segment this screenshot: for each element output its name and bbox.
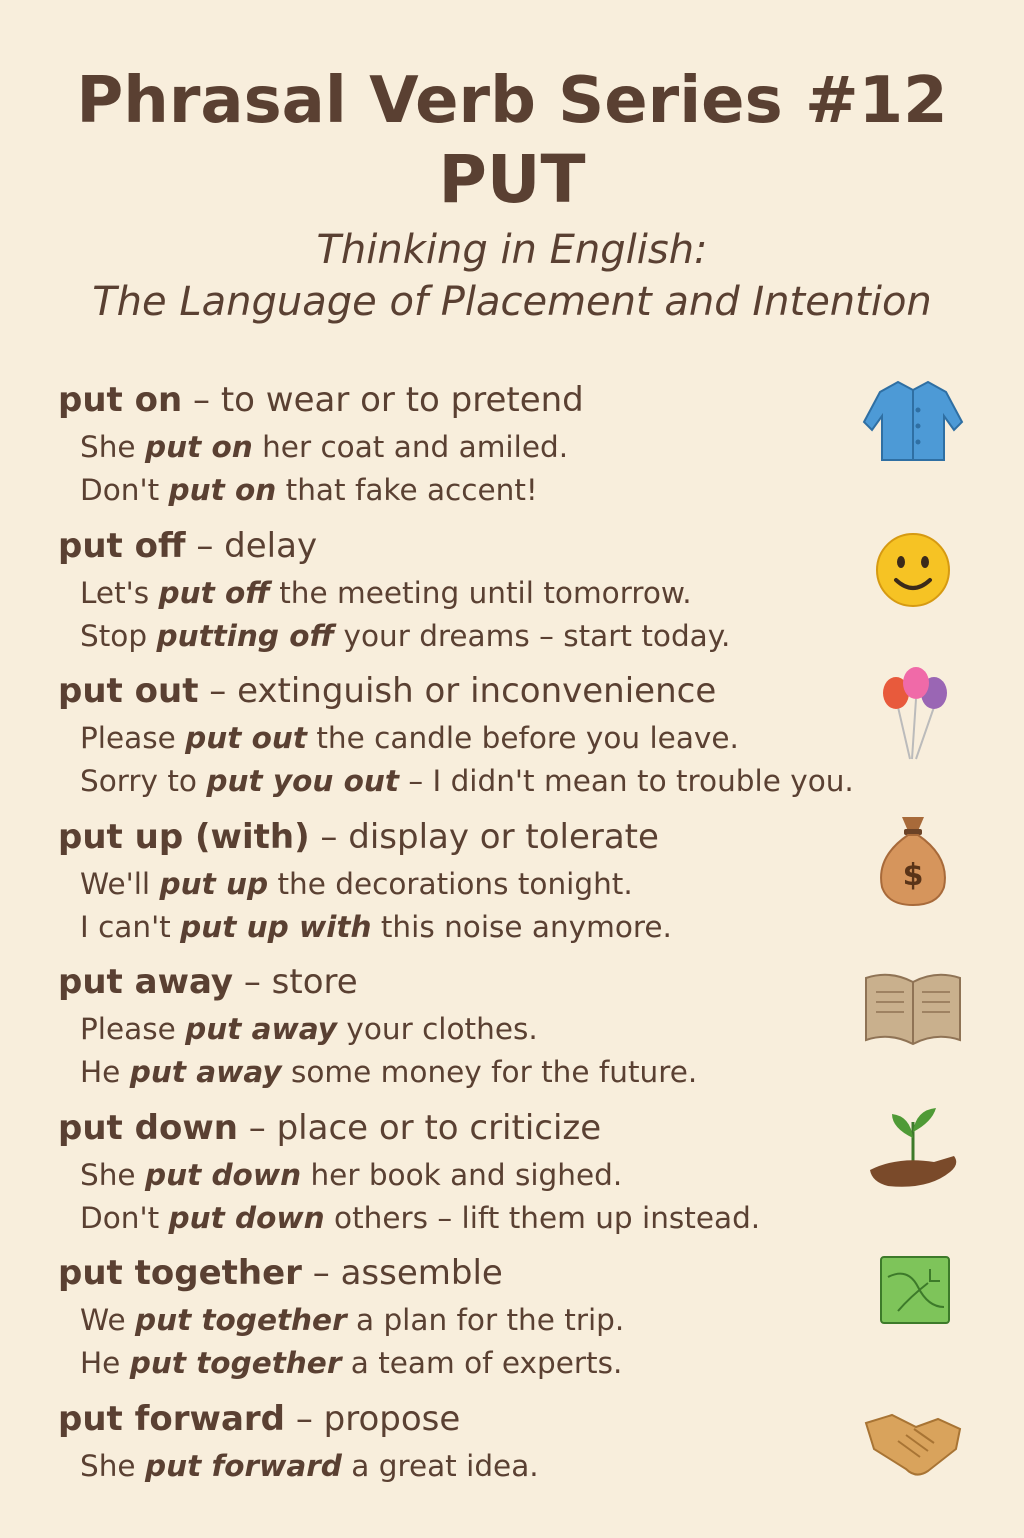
dash-separator: – bbox=[238, 1108, 277, 1148]
example-verb: put on bbox=[169, 473, 277, 507]
example-sentence bbox=[58, 1008, 958, 1051]
phrasal-verb-entry bbox=[58, 520, 958, 666]
example-text: a team of experts. bbox=[341, 1346, 622, 1380]
dash-separator: – bbox=[302, 1253, 341, 1293]
money-bag-icon bbox=[858, 811, 968, 911]
entry-heading bbox=[58, 665, 958, 717]
example-text: Let's bbox=[80, 576, 159, 610]
example-sentence bbox=[58, 863, 958, 906]
example-verb: put on bbox=[145, 430, 253, 464]
example-verb: put up bbox=[159, 867, 268, 901]
balloons-icon bbox=[858, 665, 968, 765]
example-text: the candle before you leave. bbox=[307, 721, 739, 755]
example-text: She bbox=[80, 430, 145, 464]
svg-text:$: $ bbox=[903, 858, 924, 893]
example-sentence bbox=[58, 1051, 958, 1094]
dash-separator: – bbox=[233, 962, 272, 1002]
coat-icon bbox=[858, 374, 968, 474]
phrasal-verb-entry bbox=[58, 956, 958, 1102]
entry-heading bbox=[58, 811, 958, 863]
phrasal-verb: put out bbox=[58, 671, 198, 711]
verb-meaning: assemble bbox=[341, 1253, 503, 1293]
example-text: Please bbox=[80, 1012, 185, 1046]
example-text: the decorations tonight. bbox=[268, 867, 633, 901]
example-text: a plan for the trip. bbox=[347, 1303, 625, 1337]
example-text: She bbox=[80, 1449, 145, 1483]
example-verb: put away bbox=[130, 1055, 282, 1089]
example-sentence bbox=[58, 1154, 958, 1197]
smiley-face-icon bbox=[858, 520, 968, 620]
example-text: He bbox=[80, 1346, 130, 1380]
dash-separator: – bbox=[198, 671, 237, 711]
phrasal-verb-entry bbox=[58, 665, 958, 811]
main-verb-heading: PUT bbox=[0, 144, 1024, 216]
sprout-in-hand-icon bbox=[858, 1102, 968, 1202]
verb-meaning: place or to criticize bbox=[277, 1108, 602, 1148]
verb-meaning: extinguish or inconvenience bbox=[237, 671, 716, 711]
example-verb: put together bbox=[130, 1346, 342, 1380]
entry-heading bbox=[58, 1393, 958, 1445]
example-text: She bbox=[80, 1158, 145, 1192]
example-sentence bbox=[58, 906, 958, 949]
verb-meaning: display or tolerate bbox=[348, 817, 659, 857]
subtitle-line-2: The Language of Placement and Intention bbox=[0, 276, 1024, 328]
example-sentence bbox=[58, 1445, 958, 1488]
subtitle-line-1: Thinking in English: bbox=[0, 224, 1024, 276]
example-text: Don't bbox=[80, 1201, 169, 1235]
example-sentence bbox=[58, 1299, 958, 1342]
example-text: Sorry to bbox=[80, 764, 206, 798]
verb-meaning: delay bbox=[224, 526, 317, 566]
phrasal-verb-entry bbox=[58, 1247, 958, 1393]
map-icon bbox=[858, 1247, 968, 1347]
example-sentence bbox=[58, 469, 958, 512]
example-sentence bbox=[58, 426, 958, 469]
example-verb: put down bbox=[169, 1201, 325, 1235]
example-sentence bbox=[58, 615, 958, 658]
example-text: a great idea. bbox=[342, 1449, 539, 1483]
entry-heading bbox=[58, 374, 958, 426]
entry-heading bbox=[58, 956, 958, 1008]
phrasal-verb: put off bbox=[58, 526, 186, 566]
example-text: others – lift them up instead. bbox=[325, 1201, 761, 1235]
example-verb: put up with bbox=[180, 910, 371, 944]
page-header bbox=[0, 58, 1024, 328]
phrasal-verb: put together bbox=[58, 1253, 302, 1293]
example-verb: put down bbox=[145, 1158, 301, 1192]
example-text: this noise anymore. bbox=[371, 910, 671, 944]
phrasal-verb-list bbox=[58, 374, 958, 1538]
example-verb: putting off bbox=[156, 619, 334, 653]
verb-meaning: propose bbox=[324, 1399, 461, 1439]
example-sentence bbox=[58, 1342, 958, 1385]
example-text: We'll bbox=[80, 867, 159, 901]
example-verb: put out bbox=[185, 721, 307, 755]
example-sentence bbox=[58, 717, 958, 760]
dash-separator: – bbox=[186, 526, 225, 566]
example-sentence bbox=[58, 1197, 958, 1240]
verb-meaning: to wear or to pretend bbox=[221, 380, 584, 420]
example-text: her book and sighed. bbox=[301, 1158, 622, 1192]
phrasal-verb: put up (with) bbox=[58, 817, 310, 857]
example-verb: put together bbox=[135, 1303, 347, 1337]
dash-separator: – bbox=[310, 817, 349, 857]
open-book-icon bbox=[858, 956, 968, 1056]
example-text: We bbox=[80, 1303, 135, 1337]
example-verb: put away bbox=[185, 1012, 337, 1046]
example-text: your clothes. bbox=[337, 1012, 538, 1046]
phrasal-verb: put forward bbox=[58, 1399, 285, 1439]
example-text: He bbox=[80, 1055, 130, 1089]
example-sentence bbox=[58, 760, 958, 803]
example-text: Don't bbox=[80, 473, 169, 507]
phrasal-verb: put down bbox=[58, 1108, 238, 1148]
phrasal-verb-entry bbox=[58, 374, 958, 520]
example-verb: put you out bbox=[206, 764, 399, 798]
subtitle bbox=[0, 224, 1024, 328]
phrasal-verb-entry bbox=[58, 1393, 958, 1538]
handshake-icon bbox=[858, 1393, 968, 1493]
entry-heading bbox=[58, 520, 958, 572]
example-text: Stop bbox=[80, 619, 156, 653]
phrasal-verb: put away bbox=[58, 962, 233, 1002]
verb-meaning: store bbox=[272, 962, 358, 1002]
example-text: – I didn't mean to trouble you. bbox=[399, 764, 854, 798]
dash-separator: – bbox=[285, 1399, 324, 1439]
page-title: Phrasal Verb Series #12 bbox=[0, 58, 1024, 144]
entry-heading bbox=[58, 1102, 958, 1154]
example-text: the meeting until tomorrow. bbox=[270, 576, 692, 610]
example-sentence bbox=[58, 572, 958, 615]
dash-separator: – bbox=[182, 380, 221, 420]
phrasal-verb-entry bbox=[58, 1102, 958, 1248]
example-text: that fake accent! bbox=[276, 473, 537, 507]
example-text: your dreams – start today. bbox=[334, 619, 730, 653]
example-verb: put forward bbox=[145, 1449, 342, 1483]
phrasal-verb: put on bbox=[58, 380, 182, 420]
example-text: Please bbox=[80, 721, 185, 755]
example-verb: put off bbox=[159, 576, 270, 610]
example-text: some money for the future. bbox=[282, 1055, 698, 1089]
phrasal-verb-entry bbox=[58, 811, 958, 957]
entry-heading bbox=[58, 1247, 958, 1299]
example-text: her coat and amiled. bbox=[253, 430, 568, 464]
example-text: I can't bbox=[80, 910, 180, 944]
